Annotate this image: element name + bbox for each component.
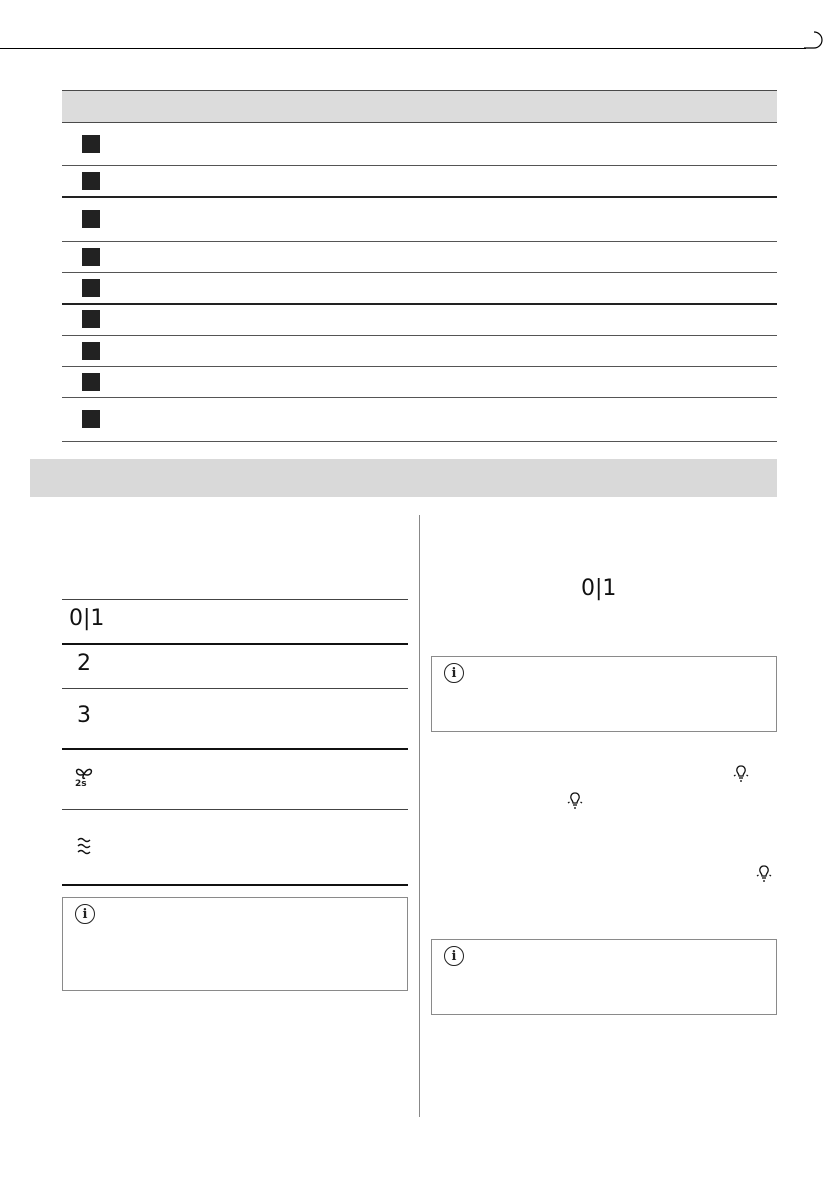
- info-icon: i: [75, 904, 95, 924]
- row-divider: [62, 272, 777, 273]
- row-divider: [62, 335, 777, 336]
- info-icon: i: [444, 946, 464, 966]
- symbol-table-divider: [62, 884, 408, 886]
- component-marker-3: [82, 210, 100, 228]
- row-divider: [62, 196, 777, 198]
- row-divider: [62, 366, 777, 367]
- row-divider: [62, 303, 777, 305]
- symbol-table-divider: [62, 688, 408, 689]
- cut-line: [0, 48, 806, 49]
- light-bulb-icon: [732, 763, 750, 783]
- component-marker-4: [82, 248, 100, 266]
- info-note-box: [62, 897, 408, 991]
- component-marker-2: [82, 172, 100, 190]
- heat-waves-icon: [76, 836, 94, 860]
- symbol-table-divider: [62, 809, 408, 810]
- cut-mark: [804, 20, 824, 54]
- component-marker-1: [82, 135, 100, 153]
- component-marker-6: [82, 310, 100, 328]
- symbol-table-divider: [62, 748, 408, 750]
- info-note-box: [431, 939, 777, 1015]
- fan-timer-label: 2s: [75, 779, 87, 789]
- info-icon: i: [444, 663, 464, 683]
- table-header: [62, 90, 777, 123]
- speed-2-symbol: 2: [77, 651, 91, 676]
- row-divider: [62, 241, 777, 242]
- on-off-symbol-inline: 0|1: [581, 576, 617, 601]
- symbol-table-divider: [62, 643, 408, 645]
- light-bulb-icon: [566, 790, 584, 810]
- section-heading-bar: [30, 459, 777, 497]
- symbol-table-divider: [62, 599, 408, 600]
- row-divider: [62, 397, 777, 398]
- speed-3-symbol: 3: [77, 703, 91, 728]
- row-divider: [62, 441, 777, 442]
- component-marker-7: [82, 342, 100, 360]
- column-divider: [419, 515, 420, 1117]
- component-marker-9: [82, 410, 100, 428]
- component-marker-5: [82, 279, 100, 297]
- light-bulb-icon: [755, 863, 773, 883]
- on-off-symbol: 0|1: [69, 606, 105, 631]
- component-marker-8: [82, 373, 100, 391]
- info-note-box: [431, 656, 777, 732]
- row-divider: [62, 165, 777, 166]
- fan-icon: [72, 765, 96, 795]
